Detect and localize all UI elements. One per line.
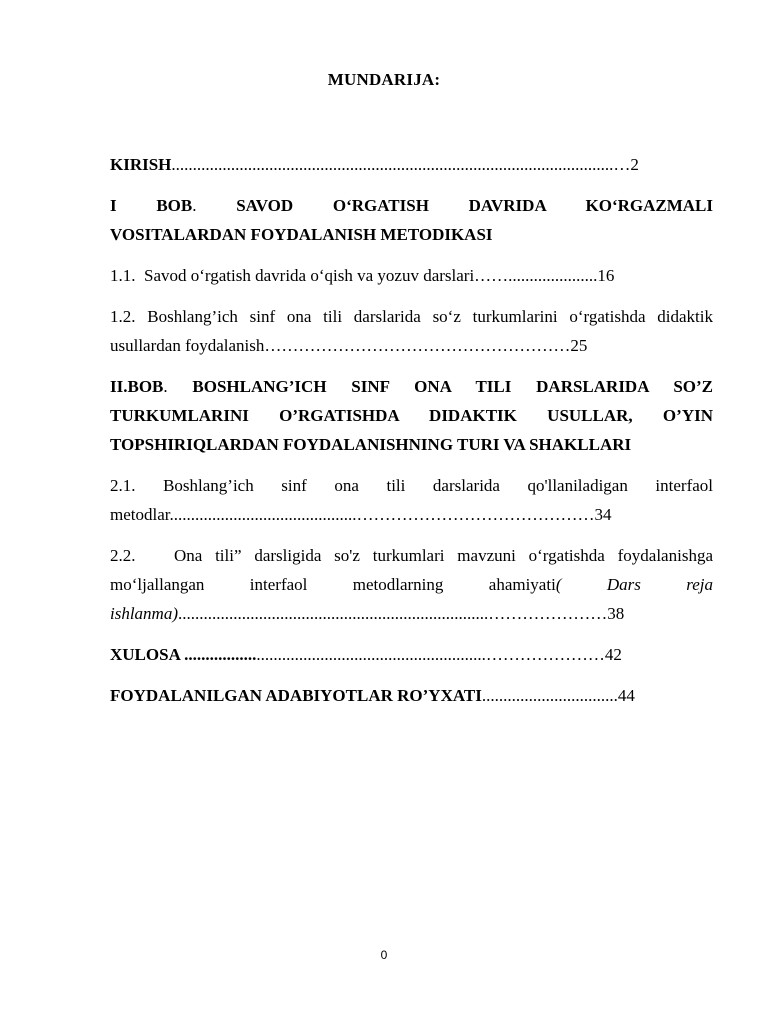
toc-chapter-line	[110, 372, 713, 401]
toc-chapter-1[interactable]	[110, 191, 713, 249]
toc-chapter-2[interactable]	[110, 372, 713, 459]
toc-entry-label: FOYDALANILGAN ADABIYOTLAR RO’YXATI	[110, 686, 482, 705]
toc-page-number: 2	[630, 155, 639, 174]
toc-entry-2-2[interactable]	[110, 541, 713, 628]
page-number: 0	[380, 948, 388, 962]
toc-chapter-line: TURKUMLARINI O’RGATISHDA DIDAKTIK USULLAR, O’YIN	[110, 406, 713, 425]
toc-chapter-dot: .	[192, 196, 197, 215]
table-of-contents	[110, 150, 713, 722]
toc-page-number: 44	[617, 686, 635, 705]
toc-leader-dots: .....................	[508, 266, 598, 285]
toc-page-number: 38	[607, 604, 625, 623]
toc-chapter-title: BOSHLANG’ICH SINF ONA TILI DARSLARIDA SO’Z	[192, 377, 713, 396]
toc-entry-xulosa[interactable]	[110, 640, 713, 669]
toc-entry-text: 2.2. Ona tili” darsligida so'z turkumlari mavzuni o‘rgatishda foydalanishga	[110, 546, 713, 565]
toc-leader-dots: .................	[179, 645, 257, 664]
toc-chapter-dot: .	[163, 377, 168, 396]
toc-entry-text: mo‘ljallangan interfaol metodlarning ahamiyati	[110, 575, 556, 594]
toc-chapter-line: TOPSHIRIQLARDAN FOYDALANISHNING TURI VA SHAKLLARI	[110, 435, 632, 454]
toc-leader-dots: ............................................	[169, 505, 357, 524]
toc-chapter-number: II.BOB	[110, 377, 164, 396]
toc-page-number: 34	[594, 505, 612, 524]
toc-leader-dots: ………………………………………………	[264, 336, 571, 355]
toc-entry-text: 1.1. Savod o‘rgatish davrida o‘qish va yozuv darslari	[110, 266, 475, 285]
toc-leader-dots: ................................	[481, 686, 618, 705]
toc-leader-dots: ……	[474, 266, 509, 285]
toc-entry-text: metodlar	[110, 505, 170, 524]
toc-entry-1-2[interactable]	[110, 302, 713, 360]
toc-leader-dots: .........................................................................	[178, 604, 489, 623]
toc-leader-dots: ........................................................................................................	[171, 155, 614, 174]
toc-entry-adabiyot[interactable]	[110, 681, 713, 710]
toc-leader-dots: …	[613, 155, 631, 174]
toc-entry-italic: ishlanma)	[110, 604, 178, 623]
toc-entry-1-1[interactable]	[110, 261, 713, 290]
toc-entry-text: usullardan foydalanish	[110, 336, 265, 355]
toc-leader-dots: ……………………………………	[356, 505, 595, 524]
toc-leader-dots: …………………	[485, 645, 605, 664]
toc-entry-label: XULOSA	[110, 645, 180, 664]
toc-chapter-line	[110, 191, 713, 220]
toc-leader-dots: …………………	[488, 604, 608, 623]
page-title: MUNDARIJA:	[327, 70, 441, 89]
toc-entry-text: 2.1. Boshlang’ich sinf ona tili darslarida qo'llaniladigan interfaol	[110, 476, 713, 495]
toc-page-number: 25	[570, 336, 588, 355]
toc-entry-kirish[interactable]	[110, 150, 713, 179]
toc-page-number: 16	[597, 266, 615, 285]
toc-chapter-title: SAVOD O‘RGATISH DAVRIDA KO‘RGAZMALI	[236, 196, 713, 215]
toc-chapter-number: I BOB	[110, 196, 193, 215]
toc-page-number: 42	[604, 645, 622, 664]
toc-entry-italic: ( Dars reja	[555, 575, 713, 594]
toc-entry-label: KIRISH	[110, 155, 172, 174]
toc-entry-2-1[interactable]	[110, 471, 713, 529]
toc-entry-line	[110, 570, 713, 599]
toc-leader-dots: ......................................................	[256, 645, 486, 664]
toc-chapter-line: VOSITALARDAN FOYDALANISH METODIKASI	[110, 225, 493, 244]
toc-entry-text: 1.2. Boshlang’ich sinf ona tili darslarida so‘z turkumlarini o‘rgatishda didaktik	[110, 307, 713, 326]
